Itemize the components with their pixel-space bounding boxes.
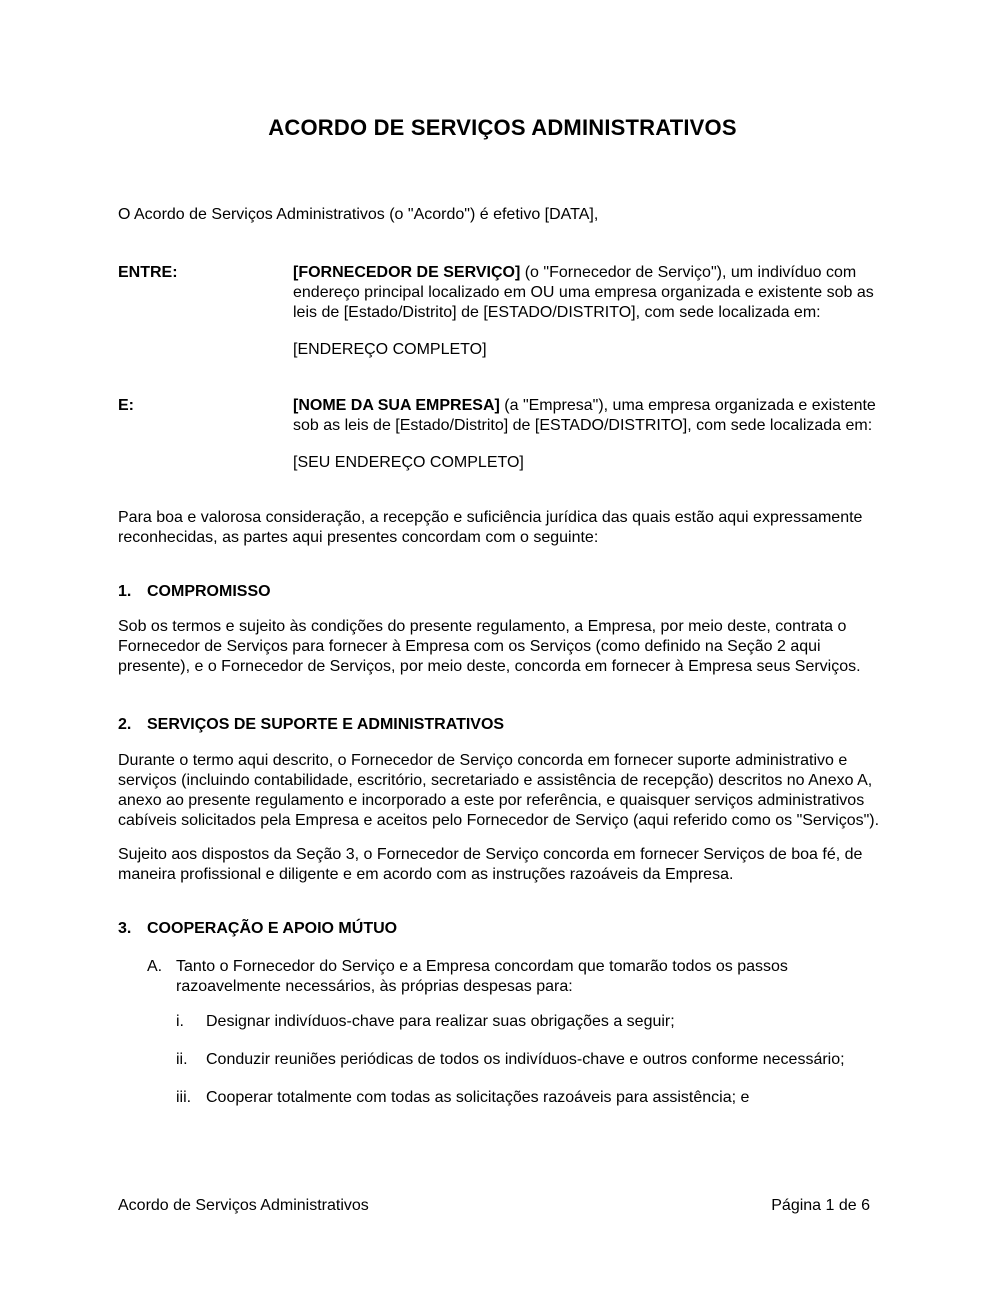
footer-page-number: Página 1 de 6: [771, 1197, 870, 1214]
list-item-A: [147, 957, 887, 997]
list-marker-iii: iii.: [176, 1089, 192, 1106]
list-text-i: Designar indivíduos-chave para realizar suas obrigações a seguir;: [206, 1013, 675, 1030]
list-marker-i: i.: [176, 1013, 184, 1030]
party-description-provider: (o "Fornecedor de Serviço"), um indivíduo com endereço principal localizado em OU uma empresa organizada e existente sob as leis de [Estado/Distrito] de [ESTADO/DISTRITO], com sede localizada em:: [293, 264, 874, 321]
party-block-provider: [118, 263, 887, 323]
list-marker-ii: ii.: [176, 1051, 188, 1068]
section-number-2: 2.: [118, 716, 132, 733]
section-2-paragraph-2: Sujeito aos dispostos da Seção 3, o Fornecedor de Serviço concorda em fornecer Serviços de boa fé, de maneira profissional e diligente e em acordo com as instruções razoáveis da Empresa.: [118, 846, 863, 883]
party-address-company: [SEU ENDEREÇO COMPLETO]: [293, 454, 524, 471]
section-heading-2: [118, 715, 887, 735]
list-text-ii: Conduzir reuniões periódicas de todos os indivíduos-chave e outros conforme necessário;: [206, 1051, 845, 1068]
list-marker-A: A.: [147, 958, 163, 975]
section-title-3: COOPERAÇÃO E APOIO MÚTUO: [147, 920, 398, 937]
consideration-paragraph: Para boa e valorosa consideração, a recepção e suficiência jurídica das quais estão aqui expressamente reconhecidas, as partes aqui presentes concordam com o seguinte:: [118, 509, 863, 546]
footer-document-name: Acordo de Serviços Administrativos: [118, 1197, 369, 1214]
party-text-company: [293, 396, 887, 436]
section-2-paragraph-1: Durante o termo aqui descrito, o Fornecedor de Serviço concorda em fornecer suporte administrativo e serviços (incluindo contabilidade, escritório, secretariado e assistência de recepção) descritos no Anexo A, anexo ao presente regulamento e incorporado a este por referência, e quaisquer serviços administrativos cabíveis solicitados pela Empresa e aceitos pelo Fornecedor de Serviço (aqui referido como os "Serviços").: [118, 752, 880, 829]
list-item-iii: [176, 1088, 887, 1108]
intro-paragraph: O Acordo de Serviços Administrativos (o "Acordo") é efetivo [DATA],: [118, 206, 599, 223]
party-placeholder-company: [NOME DA SUA EMPRESA]: [293, 397, 500, 414]
party-label-e: E:: [118, 397, 134, 414]
party-description-company: (a "Empresa"), uma empresa organizada e existente sob as leis de [Estado/Distrito] de [ESTADO/DISTRITO], com sede localizada em:: [293, 397, 876, 434]
section-number-3: 3.: [118, 920, 132, 937]
section-title-2: SERVIÇOS DE SUPORTE E ADMINISTRATIVOS: [147, 716, 505, 733]
party-text-provider: [293, 263, 887, 323]
party-address-provider: [ENDEREÇO COMPLETO]: [293, 341, 487, 358]
section-heading-3: [118, 919, 887, 939]
list-item-i: [176, 1012, 887, 1032]
list-text-iii: Cooperar totalmente com todas as solicitações razoáveis para assistência; e: [206, 1089, 750, 1106]
party-block-company: [118, 396, 887, 436]
section-title-1: COMPROMISSO: [147, 583, 271, 600]
list-item-ii: [176, 1050, 887, 1070]
section-1-paragraph: Sob os termos e sujeito às condições do presente regulamento, a Empresa, por meio deste, contrata o Fornecedor de Serviços para fornecer à Empresa com os Serviços (como definido na Seção 2 aqui presente), e o Fornecedor de Serviços, por meio deste, concorda em fornecer à Empresa seus Serviços.: [118, 618, 861, 675]
list-text-A: Tanto o Fornecedor do Serviço e a Empresa concordam que tomarão todos os passos razoavelmente necessários, às próprias despesas para:: [176, 958, 788, 995]
page-footer: [118, 1196, 870, 1216]
section-number-1: 1.: [118, 583, 132, 600]
document-title: ACORDO DE SERVIÇOS ADMINISTRATIVOS: [268, 115, 737, 140]
party-placeholder-provider: [FORNECEDOR DE SERVIÇO]: [293, 264, 521, 281]
section-heading-1: [118, 582, 887, 602]
party-label-entre: ENTRE:: [118, 264, 178, 281]
